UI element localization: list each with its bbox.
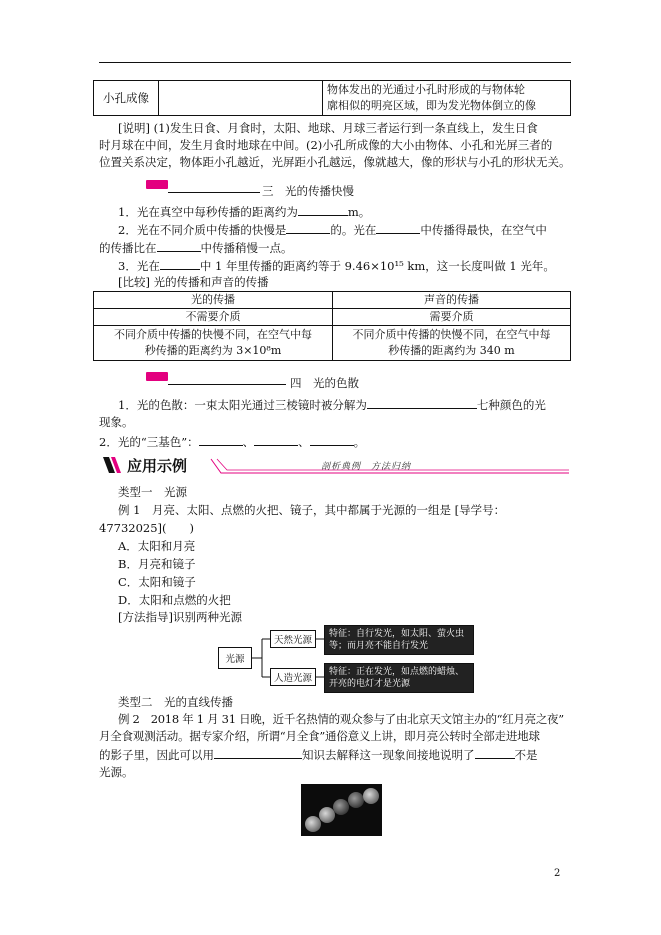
s4-q1-text: 1．光的色散：一束太阳光通过三棱镜时被分解为: [118, 398, 367, 412]
s4-q1-post: 七种颜色的光: [476, 398, 546, 412]
section3-marker: [146, 180, 168, 189]
diagram-natural: 天然光源: [270, 630, 316, 648]
type2-blank2[interactable]: [475, 746, 515, 759]
section4-heading: 四 光的色散: [290, 376, 359, 390]
method-guide: [方法指导]识别两种光源: [118, 610, 242, 624]
compare-table: [93, 291, 571, 361]
s3-q3-a: 3．光在: [118, 259, 160, 273]
type2-l3-a: 的影子里，因此可以用: [99, 748, 214, 762]
s3-q2-blank2[interactable]: [376, 221, 420, 234]
section3-underline: [168, 192, 260, 193]
s3-q3: [118, 257, 590, 274]
type2-l4: 光源。: [99, 765, 134, 779]
compare-r1-light: 不需要介质: [94, 309, 333, 326]
type1-question-cont: 47732025]( ): [99, 521, 194, 535]
banner-slash-icon: [99, 455, 125, 475]
type1-question: 例 1 月亮、太阳、点燃的火把、镜子，其中都属于光源的一组是 [导学号：: [118, 503, 506, 517]
type2-l2: 月全食观测活动。据专家介绍，所谓“月全食”通俗意义上讲，即月亮公转时全部走进地球: [99, 729, 540, 743]
s3-q1-unit: m。: [347, 205, 371, 219]
note-line2: 时月球在中间，发生月食时地球在中间。(2)小孔所成像的大小由物体、小孔和光屏三者的: [99, 138, 553, 152]
pinhole-empty-cell: [159, 81, 323, 116]
s3-q3-blank[interactable]: [160, 257, 200, 270]
banner-subtitle: 剖析典例 方法归纳: [321, 462, 412, 472]
option-c[interactable]: C．太阳和镜子: [118, 575, 196, 589]
diagram-natural-desc: 特征：自行发光，如太阳、萤火虫等；而月亮不能自行发光: [324, 625, 474, 655]
type2-l3-c: 不是: [514, 748, 538, 762]
s3-q3-b: 中 1 年里传播的距离约等于 9.46×10¹⁵ km，这一长度叫做 1 光年。: [199, 259, 555, 273]
compare-r2-light-1: 不同介质中传播的快慢不同，在空气中每: [114, 328, 312, 341]
section3-heading: 三 光的传播快慢: [262, 184, 354, 198]
compare-title: [比较] 光的传播和声音的传播: [118, 275, 269, 289]
diagram-artificial: 人造光源: [270, 668, 316, 686]
s3-q2-d: 的传播比在: [99, 241, 157, 255]
compare-r1-sound: 需要介质: [333, 309, 571, 326]
s4-q2-sep1: 、: [242, 435, 255, 449]
section4-underline: [168, 384, 286, 385]
note-line1: [说明] (1)发生日食、月食时，太阳、地球、月球三者运行到一条直线上，发生日食: [118, 121, 538, 135]
pinhole-desc: [323, 81, 571, 116]
lunar-eclipse-image: [301, 784, 382, 836]
compare-head-light: 光的传播: [94, 292, 333, 309]
type2-l3-b: 知识去解释这一现象间接地说明了: [302, 748, 475, 762]
s4-q2-end: 。: [353, 435, 366, 449]
s3-q2: [118, 221, 590, 238]
page-number: 2: [554, 868, 561, 879]
option-a[interactable]: A．太阳和月亮: [118, 539, 196, 553]
s4-q1-blank[interactable]: [367, 396, 477, 409]
s3-q2-b: 的。光在: [330, 223, 377, 237]
compare-r2-sound: [333, 326, 571, 361]
s3-q2-a: 2．光在不同介质中传播的快慢是: [118, 223, 287, 237]
s4-q2-text: 2．光的“三基色”：: [99, 435, 199, 449]
s4-q2-blank1[interactable]: [199, 433, 243, 446]
compare-r2-light-2: 秒传播的距离约为 3×10⁸m: [144, 344, 282, 357]
type2-heading: 类型二 光的直线传播: [118, 695, 233, 709]
s4-q2: [99, 433, 571, 450]
pinhole-label: 小孔成像: [94, 81, 159, 116]
lunar-eclipse-photo: [301, 784, 382, 836]
s3-q2-blank3[interactable]: [157, 239, 201, 252]
compare-head-sound: 声音的传播: [333, 292, 571, 309]
compare-r2-light: [94, 326, 333, 361]
pinhole-desc-line1: 物体发出的光通过小孔时形成的与物体轮: [327, 83, 525, 96]
banner: [99, 453, 571, 477]
s3-q2-c: 中传播得最快，在空气中: [420, 223, 547, 237]
banner-title: 应用示例: [127, 457, 188, 475]
s4-q2-blank3[interactable]: [310, 433, 354, 446]
s3-q2-cont: [99, 239, 571, 256]
s4-q1-tail: 现象。: [99, 415, 134, 429]
type2-l3: [99, 746, 571, 763]
s4-q1: [118, 396, 590, 413]
compare-r2-sound-1: 不同介质中传播的快慢不同，在空气中每: [352, 328, 551, 341]
s4-q2-blank2[interactable]: [254, 433, 298, 446]
s3-q2-blank1[interactable]: [286, 221, 330, 234]
pinhole-table: [93, 80, 571, 116]
header-rule: [99, 62, 571, 63]
compare-r2-sound-2: 秒传播的距离约为 340 m: [388, 344, 515, 357]
pinhole-desc-line2: 廓相似的明亮区域，即为发光物体倒立的像: [327, 99, 536, 112]
type1-heading: 类型一 光源: [118, 485, 187, 499]
s3-q2-e: 中传播稍慢一点。: [200, 241, 293, 255]
option-b[interactable]: B．月亮和镜子: [118, 557, 196, 571]
light-source-diagram: [218, 625, 474, 691]
diagram-artificial-desc: 特征：正在发光，如点燃的蜡烛、开亮的电灯才是光源: [324, 663, 474, 693]
s3-q1-blank[interactable]: [298, 203, 348, 216]
note-line3: 位置关系决定，物体距小孔越近，光屏距小孔越远，像就越大，像的形状与小孔的形状无关。: [99, 155, 571, 169]
s3-q1-text: 1．光在真空中每秒传播的距离约为: [118, 205, 298, 219]
option-d[interactable]: D．太阳和点燃的火把: [118, 593, 231, 607]
type2-l1: 例 2 2018 年 1 月 31 日晚，近千名热情的观众参与了由北京天文馆主办的“红月亮之夜”: [118, 712, 564, 726]
s3-q1: [118, 203, 590, 220]
type2-blank1[interactable]: [214, 746, 302, 759]
diagram-root: 光源: [218, 647, 252, 669]
section4-marker: [146, 372, 168, 381]
s4-q2-sep2: 、: [298, 435, 310, 449]
